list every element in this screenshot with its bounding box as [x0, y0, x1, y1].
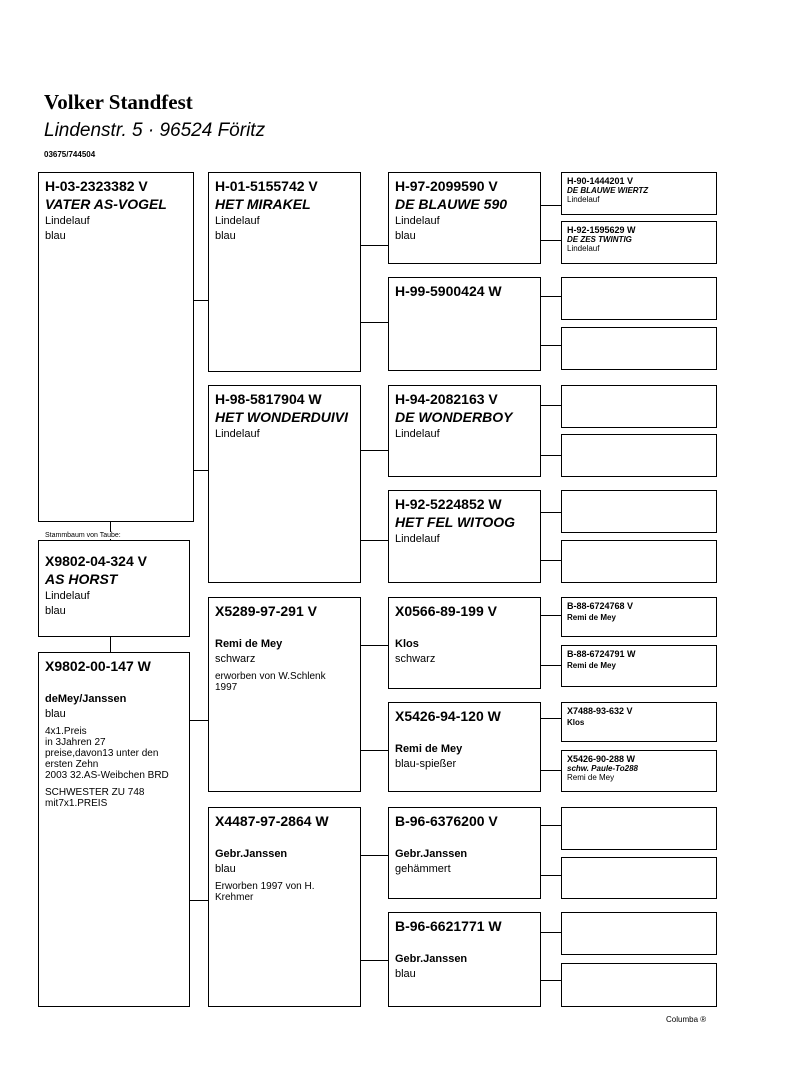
color-text: blau — [215, 863, 236, 875]
connector-line — [361, 645, 388, 646]
gen3-card-2 — [388, 277, 541, 371]
ring-number: B-96-6621771 W — [395, 918, 502, 934]
loft-name: Lindelauf — [567, 195, 600, 204]
subject-color: blau — [45, 605, 66, 617]
sire-ring: H-03-2323382 V — [45, 178, 148, 194]
owner-address: Lindenstr. 5 · 96524 Föritz — [44, 120, 266, 141]
ring-number: H-92-5224852 W — [395, 496, 502, 512]
connector-line — [190, 720, 208, 721]
subject-loft: Lindelauf — [45, 590, 90, 602]
ring-number: B-88-6724768 V — [567, 601, 634, 611]
pigeon-name: schw. Paule-To288 — [567, 764, 638, 773]
connector-line — [361, 960, 388, 961]
ring-number: B-88-6724791 W — [567, 649, 636, 659]
gen2-sire-dam-card — [208, 385, 361, 583]
gen4-card-16 — [561, 963, 717, 1007]
connector-line — [541, 455, 561, 456]
connector-line — [361, 750, 388, 751]
gen3-card-6 — [388, 702, 541, 792]
connector-line — [361, 322, 388, 323]
ring-number: B-96-6376200 V — [395, 813, 498, 829]
gen3-card-7 — [388, 807, 541, 899]
pigeon-name: DE WONDERBOY — [395, 409, 513, 425]
sire-name: VATER AS-VOGEL — [45, 196, 167, 212]
color-text: schwarz — [395, 653, 436, 665]
pigeon-name: DE ZES TWINTIG — [567, 235, 632, 244]
breeder-name: Remi de Mey — [567, 773, 615, 782]
breeder-name: Gebr.Janssen — [395, 848, 468, 860]
subject-card — [38, 540, 190, 637]
sire-loft: Lindelauf — [45, 215, 90, 227]
connector-line — [541, 875, 561, 876]
connector-line — [541, 770, 561, 771]
breeder-name: Gebr.Janssen — [395, 953, 468, 965]
ring-number: H-94-2082163 V — [395, 391, 498, 407]
connector-line — [541, 615, 561, 616]
connector-line — [361, 540, 388, 541]
gen4-card-10 — [561, 645, 717, 687]
gen4-card-9 — [561, 597, 717, 637]
loft-name: Lindelauf — [215, 428, 260, 440]
acquisition-note: erworben von W.Schlenk 1997 — [215, 671, 326, 693]
loft-name: Lindelauf — [395, 215, 440, 227]
gen3-card-5 — [388, 597, 541, 689]
gen2-dam-sire-card — [208, 597, 361, 792]
subject-name: AS HORST — [45, 571, 118, 587]
connector-line — [541, 560, 561, 561]
sire-color: blau — [45, 230, 66, 242]
color-text: gehämmert — [395, 863, 451, 875]
owner-name: Volker Standfest — [44, 90, 193, 114]
connector-line — [110, 637, 111, 652]
loft-name: Lindelauf — [395, 533, 440, 545]
gen3-card-8 — [388, 912, 541, 1007]
color-text: blau — [395, 968, 416, 980]
connector-line — [541, 405, 561, 406]
connector-line — [541, 825, 561, 826]
color-text: blau — [395, 230, 416, 242]
dam-ring: X9802-00-147 W — [45, 658, 151, 674]
ring-number: H-90-1444201 V — [567, 176, 634, 186]
gen4-card-5 — [561, 385, 717, 428]
ring-number: X7488-93-632 V — [567, 706, 633, 716]
breeder-name: Remi de Mey — [567, 613, 616, 622]
breeder-name: Remi de Mey — [215, 638, 283, 650]
breeder-name: Remi de Mey — [395, 743, 463, 755]
dam-card — [38, 652, 190, 1007]
gen3-card-4 — [388, 490, 541, 583]
gen4-card-14 — [561, 857, 717, 899]
color-text: schwarz — [215, 653, 256, 665]
gen4-card-3 — [561, 277, 717, 320]
connector-line — [541, 205, 561, 206]
dam-notes: 4x1.Preis in 3Jahren 27 preise,davon13 unter den ersten Zehn 2003 32.AS-Weibchen BRD — [45, 726, 169, 781]
connector-line — [190, 900, 208, 901]
connector-line — [194, 470, 208, 471]
connector-line — [541, 296, 561, 297]
dam-breeder: deMey/Janssen — [45, 693, 127, 705]
loft-name: Lindelauf — [215, 215, 260, 227]
connector-line — [361, 245, 388, 246]
color-text: blau — [215, 230, 236, 242]
pigeon-name: HET WONDERDUIVI — [215, 409, 348, 425]
ring-number: H-97-2099590 V — [395, 178, 498, 194]
gen4-card-12 — [561, 750, 717, 792]
connector-line — [541, 718, 561, 719]
gen3-card-1 — [388, 172, 541, 264]
ring-number: X0566-89-199 V — [395, 603, 497, 619]
connector-line — [541, 345, 561, 346]
owner-phone: 03675/744504 — [44, 150, 96, 159]
breeder-name: Remi de Mey — [567, 661, 616, 670]
gen4-card-1 — [561, 172, 717, 215]
ring-number: H-01-5155742 V — [215, 178, 318, 194]
breeder-name: Klos — [395, 638, 419, 650]
gen4-card-2 — [561, 221, 717, 264]
gen2-sire-sire-card — [208, 172, 361, 372]
pigeon-name: DE BLAUWE WIERTZ — [567, 186, 649, 195]
ring-number: X5426-94-120 W — [395, 708, 501, 724]
ring-number: X5426-90-288 W — [567, 754, 636, 764]
ring-number: H-92-1595629 W — [567, 225, 636, 235]
ring-number: X4487-97-2864 W — [215, 813, 329, 829]
loft-name: Lindelauf — [567, 244, 600, 253]
dam-notes-sister: SCHWESTER ZU 748 mit7x1.PREIS — [45, 787, 145, 809]
pigeon-name: DE BLAUWE 590 — [395, 196, 508, 212]
gen4-card-6 — [561, 434, 717, 477]
connector-line — [361, 450, 388, 451]
pigeon-name: HET FEL WITOOG — [395, 514, 516, 530]
gen4-card-13 — [561, 807, 717, 850]
acquisition-note: Erworben 1997 von H. Krehmer — [215, 881, 315, 903]
connector-line — [194, 300, 208, 301]
breeder-name: Gebr.Janssen — [215, 848, 288, 860]
connector-line — [541, 240, 561, 241]
sire-card — [38, 172, 194, 522]
ring-number: X5289-97-291 V — [215, 603, 317, 619]
ring-number: H-98-5817904 W — [215, 391, 322, 407]
connector-line — [541, 980, 561, 981]
connector-line — [541, 932, 561, 933]
loft-name: Lindelauf — [395, 428, 440, 440]
gen4-card-11 — [561, 702, 717, 742]
gen4-card-15 — [561, 912, 717, 955]
gen2-dam-dam-card — [208, 807, 361, 1007]
pigeon-name: HET MIRAKEL — [215, 196, 311, 212]
gen4-card-8 — [561, 540, 717, 583]
brand-mark: Columba ® — [666, 1015, 707, 1024]
subject-ring: X9802-04-324 V — [45, 553, 147, 569]
connector-line — [541, 665, 561, 666]
connector-line — [541, 512, 561, 513]
dam-color: blau — [45, 708, 66, 720]
pedigree-legend: Stammbaum von Taube: — [42, 532, 124, 539]
breeder-name: Klos — [567, 718, 585, 727]
connector-line — [361, 855, 388, 856]
gen4-card-4 — [561, 327, 717, 370]
gen4-card-7 — [561, 490, 717, 533]
gen3-card-3 — [388, 385, 541, 477]
ring-number: H-99-5900424 W — [395, 283, 502, 299]
color-text: blau-spießer — [395, 758, 457, 770]
